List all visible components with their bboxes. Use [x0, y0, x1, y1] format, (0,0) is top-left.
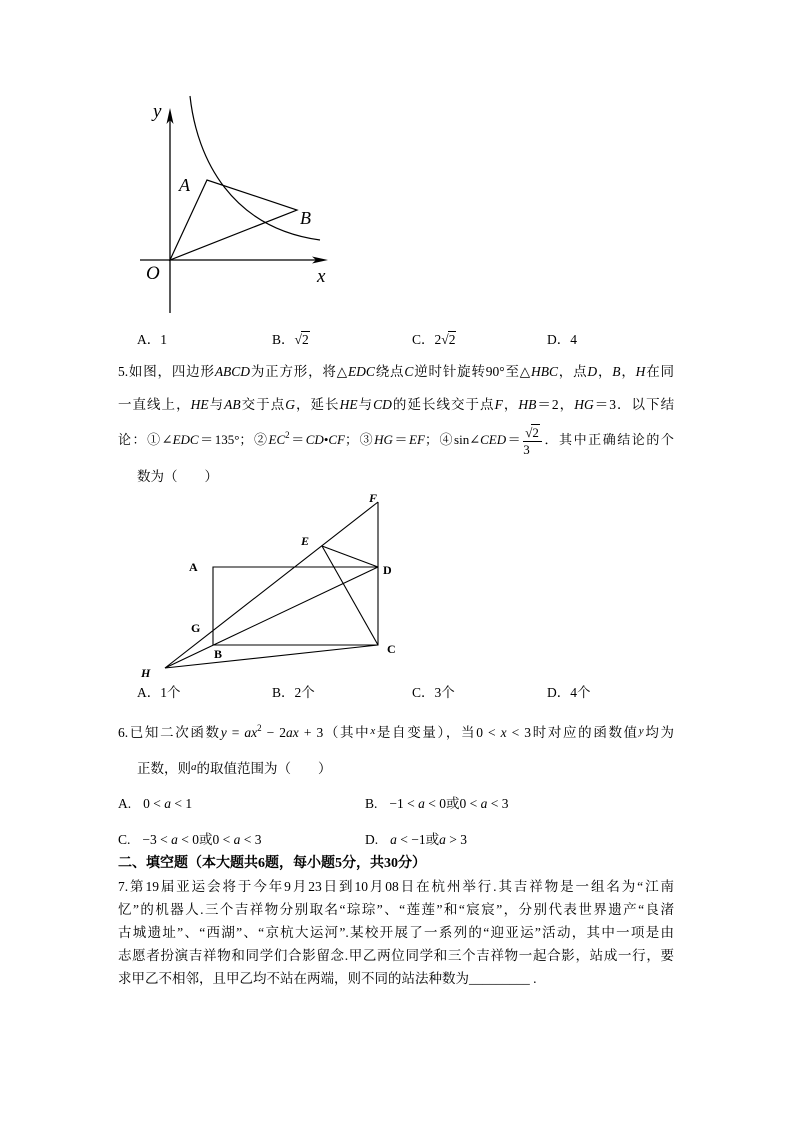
q5-line-4: 数为（ ） — [137, 469, 218, 484]
radical-sign: √ — [441, 332, 449, 347]
q5-option-a: A．1个 — [137, 685, 181, 700]
math-var: x — [500, 725, 507, 740]
math-var: EDC — [347, 364, 375, 379]
text: 在同 — [645, 364, 675, 379]
q5-option-d: D．4个 — [547, 685, 591, 700]
text: 论：①∠ — [118, 432, 173, 447]
math-var: HE — [190, 397, 209, 412]
text: 或 — [446, 796, 460, 811]
text: • — [323, 432, 329, 447]
math-var: CD — [373, 397, 392, 412]
q5-option-b: B．2个 — [272, 685, 315, 700]
text: ， — [597, 364, 613, 379]
text: ＝ — [392, 432, 410, 447]
text: 交于点 — [240, 397, 286, 412]
math-var: CED — [480, 432, 507, 447]
text: ， — [620, 364, 636, 379]
q6-option-c — [118, 830, 262, 850]
text: 正数，则 — [137, 761, 191, 776]
y-axis-label: y — [153, 101, 162, 122]
section-title: 二、填空题（本大题共6题，每小题5分，共30分） — [118, 856, 426, 871]
math: < 3 — [487, 796, 509, 811]
text: 0 < — [476, 725, 501, 740]
option-letter: C. — [118, 832, 131, 847]
q6-option-b — [365, 794, 509, 814]
math-var: G — [285, 397, 295, 412]
text: ＝135°；② — [198, 432, 269, 447]
q4-option-a: A．1 — [137, 332, 167, 347]
point-a-label: A — [189, 560, 198, 574]
math-var: H — [635, 364, 646, 379]
text: . — [529, 971, 537, 986]
text: ，点 — [557, 364, 588, 379]
q4-option-b-letter: B． — [272, 332, 295, 347]
radical-sign: √ — [525, 424, 533, 440]
text: 5.如图，四边形 — [118, 364, 215, 379]
math-var: HB — [518, 397, 537, 412]
q7-line-3: 古城遗址”、“西湖”、“京杭大运河”.某校开展了一系列的“迎亚运”活动，其中一项是由 — [118, 925, 674, 940]
math-var: HG — [374, 432, 393, 447]
q7-line-1: 7.第19届亚运会将于今年9月23日到10月08日在杭州举行.其吉祥物是一组名为“江南 — [118, 879, 674, 894]
point-b-label: B — [300, 208, 311, 228]
q5-line-2 — [118, 395, 674, 415]
math-var: a — [171, 832, 178, 847]
math-var: HBC — [530, 364, 558, 379]
text: 是自变量），当 — [375, 725, 477, 740]
math-var: C — [404, 364, 414, 379]
segment-hc — [165, 645, 378, 668]
q6-line-2 — [137, 757, 332, 777]
text: ，延长 — [295, 397, 340, 412]
math: < 3 — [240, 832, 262, 847]
text: < 3 — [506, 725, 532, 740]
text: − 2 — [261, 725, 287, 740]
text: ；④sin∠ — [424, 432, 481, 447]
option-letter: D. — [365, 832, 379, 847]
point-a-label: A — [179, 175, 190, 195]
text: 为正方形，将△ — [250, 364, 348, 379]
q5-option-c: C．3个 — [412, 685, 455, 700]
math-var: EF — [409, 432, 425, 447]
q7-line-2: 忆”的机器人.三个吉祥物分别取名“琮琮”、“莲莲”和“宸宸”，分别代表世界遗产“良渚 — [118, 902, 674, 917]
q4-coordinate-figure — [130, 90, 360, 325]
text: ＝3．以下结 — [593, 397, 675, 412]
q4-option-c — [412, 330, 456, 350]
math-var: B — [612, 364, 621, 379]
math-var: ax — [244, 725, 258, 740]
text: 的取值范围为（ ） — [196, 761, 332, 776]
q6-option-a — [118, 794, 192, 814]
option-letter: A. — [118, 796, 132, 811]
text: 或 — [425, 832, 440, 847]
q6-option-d — [365, 830, 467, 850]
point-e-label: E — [301, 534, 310, 548]
text: （其中 — [323, 725, 371, 740]
math: < 0 — [177, 832, 199, 847]
math: 0 < — [143, 796, 165, 811]
math: −1 < — [389, 796, 419, 811]
text: ， — [502, 397, 519, 412]
q5-line-1 — [118, 362, 674, 382]
text: ＝ — [289, 432, 306, 447]
text: 6.已知二次函数 — [118, 725, 221, 740]
q4-option-b — [272, 330, 310, 350]
math: > 3 — [445, 832, 467, 847]
q5-geometry-figure — [130, 488, 410, 683]
fraction-numerator — [523, 425, 542, 442]
math-var: F — [494, 397, 503, 412]
math-var: CD — [305, 432, 324, 447]
exponent: 2 — [285, 430, 290, 440]
text: 均为 — [643, 725, 674, 740]
text: 时对应的函数值 — [531, 725, 639, 740]
exponent: 2 — [257, 723, 262, 733]
math: −3 < — [142, 832, 172, 847]
segment-ec — [322, 546, 378, 645]
q4-option-d: D．4 — [547, 332, 577, 347]
radicand: 2 — [448, 332, 456, 347]
text: ＝2， — [536, 397, 575, 412]
text: 与 — [208, 397, 225, 412]
math: 0 < — [212, 832, 234, 847]
point-c-label: C — [387, 642, 396, 656]
text: = — [226, 725, 245, 740]
text: ＝ — [506, 432, 523, 447]
q4-option-c-letter: C．2 — [412, 332, 442, 347]
answer-blank: _________ — [469, 971, 530, 986]
math-var: x — [370, 725, 376, 737]
text: 的延长线交于点 — [391, 397, 495, 412]
math-var: a — [418, 796, 425, 811]
text: 绕点 — [374, 364, 405, 379]
radicand: 2 — [532, 424, 539, 440]
math-var: a — [233, 832, 241, 847]
math-var: a — [164, 796, 171, 811]
fraction — [523, 425, 542, 458]
math-var: EC — [268, 432, 286, 447]
text: 求甲乙不相邻，且甲乙均不站在两端，则不同的站法种数为 — [118, 971, 469, 986]
math-var: EDC — [172, 432, 199, 447]
math: < −1 — [396, 832, 426, 847]
text: 逆时针旋转90°至△ — [413, 364, 531, 379]
math: 0 < — [459, 796, 481, 811]
point-g-label: G — [191, 621, 201, 635]
text: ；③ — [345, 432, 375, 447]
x-axis-label: x — [317, 266, 326, 287]
option-letter: B. — [365, 796, 378, 811]
q7-line-4: 志愿者扮演吉祥物和同学们合影留念.甲乙两位同学和三个吉祥物一起合影，站成一行，要 — [118, 948, 674, 963]
text: + 3 — [298, 725, 324, 740]
math-var: CF — [328, 432, 346, 447]
q6-line-1 — [118, 721, 674, 741]
math-var: ABCD — [214, 364, 251, 379]
math-var: D — [587, 364, 598, 379]
math-var: a — [439, 832, 446, 847]
radical-sign: √ — [294, 332, 302, 347]
math-var: y — [220, 725, 227, 740]
point-b-label: B — [214, 647, 223, 661]
segment-hd — [165, 567, 378, 668]
math-var: a — [480, 796, 488, 811]
math-var: y — [638, 725, 644, 737]
math-var: a — [191, 761, 197, 773]
text: 或 — [199, 832, 213, 847]
point-d-label: D — [383, 563, 392, 577]
q7-line-5 — [118, 969, 537, 989]
math-var: AB — [224, 397, 241, 412]
origin-label: O — [146, 263, 160, 284]
point-h-label: H — [141, 666, 151, 680]
math-var: HG — [574, 397, 594, 412]
math: < 1 — [171, 796, 193, 811]
fraction-denominator: 3 — [523, 441, 530, 457]
radicand: 2 — [301, 332, 309, 347]
text: 一直线上， — [118, 397, 191, 412]
math-var: ax — [286, 725, 299, 740]
segment-hf — [165, 502, 378, 668]
text: ．其中正确结论的个 — [542, 432, 674, 447]
segment-ed — [322, 546, 378, 567]
math-var: a — [390, 832, 397, 847]
q5-line-3 — [118, 420, 674, 460]
math-var: HE — [339, 397, 358, 412]
math: < 0 — [424, 796, 446, 811]
text: 与 — [357, 397, 374, 412]
point-f-label: F — [369, 491, 378, 505]
